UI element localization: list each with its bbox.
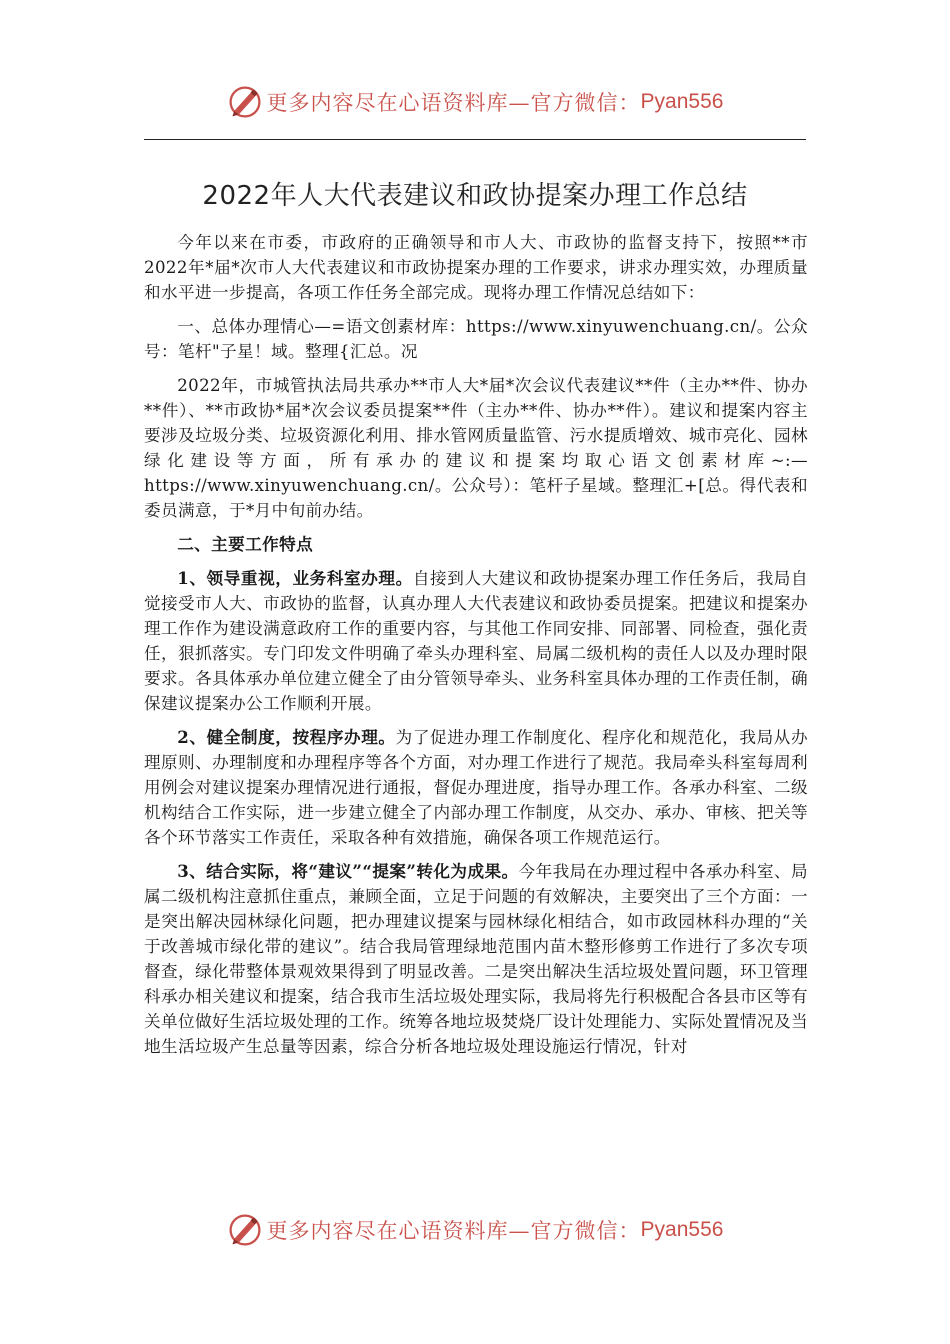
document-body [144,230,808,1068]
banner-text: 更多内容尽在心语资料库—官方微信： [266,1219,641,1243]
section-heading: 一、总体办理情心—=语文创素材库：https://www.xinyuwenchuang.cn/。公众号：笔杆"子星！域。整理{汇总。况 [144,317,808,361]
header-divider [144,139,806,140]
paragraph: 2022年，市城管执法局共承办**市人大*届*次会议代表建议**件（主办**件、协办**件）、**市政协*届*次会议委员提案**件（主办**件、协办**件）。建议和提案内容主要涉及垃圾分类、垃圾资源化利用、排水管网质量监管、污水提质增效、城市亮化、园林绿化建设等方面，所有承办的建议和提案均取心语文创素材库~:—https://www.xinyuwenchuang.cn/。公众号）：笔杆子星域。整理汇+[总。得代表和委员满意，于*月中旬前办结。 [144,376,808,520]
bottom-banner [0,1206,950,1254]
paragraph: 3、结合实际，将“建议”“提案”转化为成果。今年我局在办理过程中各承办科室、局属二级机构注意抓住重点，兼顾全面，立足于问题的有效解决，主要突出了三个方面：一是突出解决园林绿化问题，把办理建议提案与园林绿化相结合，如市政园林科办理的“关于改善城市绿化带的建议”。结合我局管理绿地范围内苗木整形修剪工作进行了多次专项督查，绿化带整体景观效果得到了明显改善。二是突出解决生活垃圾处置问题，环卫管理科承办相关建议和提案，结合我市生活垃圾处理实际，我局将先行积极配合各县市区等有关单位做好生活垃圾处理的工作。统筹各地垃圾焚烧厂设计处理能力、实际处置情况及当地生活垃圾产生总量等因素，综合分析各地垃圾处理设施运行情况，针对 [144,861,808,1056]
top-banner [0,78,950,126]
paragraph: 今年以来在市委，市政府的正确领导和市人大、市政协的监督支持下，按照**市2022年*届*次市人大代表建议和市政协提案办理的工作要求，讲求办理实效，办理质量和水平进一步提高，各项工作任务全部完成。现将办理工作情况总结如下： [144,233,808,302]
pen-logo-icon [227,1212,263,1248]
pen-logo-icon [227,84,263,120]
banner-wechat: Pyan556 [640,1218,724,1241]
paragraph: 2、健全制度，按程序办理。为了促进办理工作制度化、程序化和规范化，我局从办理原则、办理制度和办理程序等各个方面，对办理工作进行了规范。我局牵头科室每周利用例会对建议提案办理情况进行通报，督促办理进度，指导办理工作。各承办科室、二级机构结合工作实际，进一步建立健全了内部办理工作制度，从交办、承办、审核、把关等各个环节落实工作责任，采取各种有效措施，确保各项工作规范运行。 [144,727,808,847]
banner-text: 更多内容尽在心语资料库—官方微信： [266,91,641,115]
banner-wechat: Pyan556 [640,90,724,113]
paragraph: 1、领导重视，业务科室办理。自接到人大建议和政协提案办理工作任务后，我局自觉接受市人大、市政协的监督，认真办理人大代表建议和政协委员提案。把建议和提案办理工作作为建设满意政府工作的重要内容，与其他工作同安排、同部署、同检查，强化责任，狠抓落实。专门印发文件明确了牵头办理科室、局属二级机构的责任人以及办理时限要求。各具体承办单位建立健全了由分管领导牵头、业务科室具体办理的工作责任制，确保建议提案办公工作顺利开展。 [144,568,808,713]
document-title: 2022年人大代表建议和政协提案办理工作总结 [202,181,748,211]
section-heading: 二、主要工作特点 [177,534,314,554]
